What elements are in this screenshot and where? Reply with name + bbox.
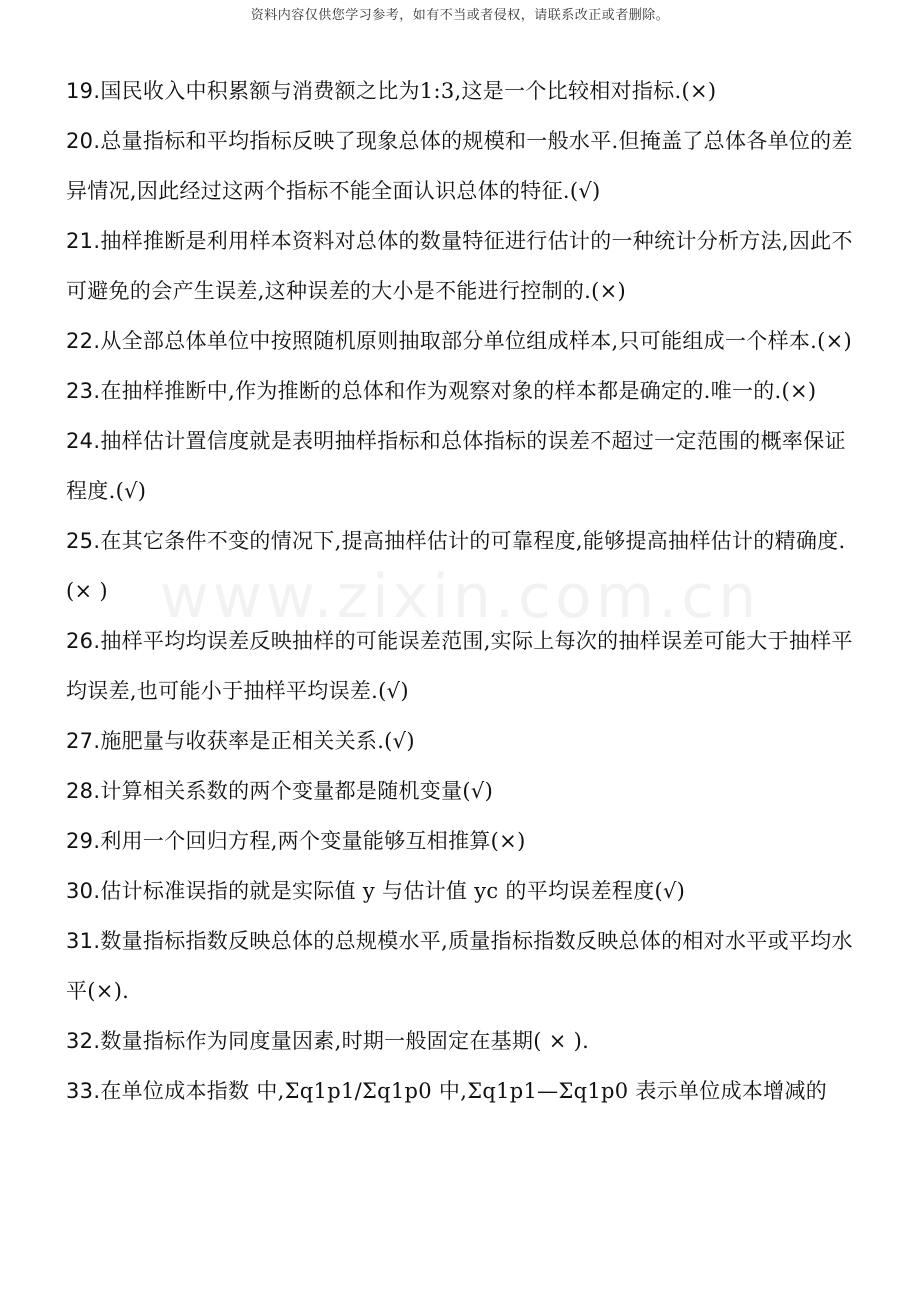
header-disclaimer: 资料内容仅供您学习参考，如有不当或者侵权，请联系改正或者删除。 <box>250 8 670 23</box>
list-item <box>66 416 856 516</box>
item-number: 21. <box>66 229 101 253</box>
list-item <box>66 366 856 416</box>
item-text: 在单位成本指数 中,Σq1p1/Σq1p0 中,Σq1p1—Σq1p0 表示单位成本增减的 <box>100 1079 828 1103</box>
list-item <box>66 216 856 316</box>
item-text: 抽样平均均误差反映抽样的可能误差范围,实际上每次的抽样误差可能大于抽样平均误差,也可能小于抽样平均误差.(√) <box>66 629 853 703</box>
list-item <box>66 66 856 116</box>
item-text: 抽样估计置信度就是表明抽样指标和总体指标的误差不超过一定范围的概率保证程度.(√) <box>66 429 846 503</box>
list-item <box>66 916 856 1016</box>
item-number: 31. <box>66 929 101 953</box>
list-item <box>66 516 856 616</box>
item-text: 在其它条件不变的情况下,提高抽样估计的可靠程度,能够提高抽样估计的精确度.(× ) <box>66 529 846 603</box>
item-text: 总量指标和平均指标反映了现象总体的规模和一般水平.但掩盖了总体各单位的差异情况,因此经过这两个指标不能全面认识总体的特征.(√) <box>66 129 853 203</box>
item-number: 23. <box>66 379 101 403</box>
list-item <box>66 816 856 866</box>
list-item <box>66 1066 856 1116</box>
watermark: www.zixin.com.cn <box>159 562 761 632</box>
item-text: 数量指标作为同度量因素,时期一般固定在基期( × ). <box>100 1029 590 1053</box>
item-text: 估计标准误指的就是实际值 y 与估计值 yc 的平均误差程度(√) <box>100 879 686 903</box>
item-number: 30. <box>66 879 101 903</box>
item-number: 22. <box>66 329 101 353</box>
question-list <box>66 66 856 1116</box>
item-text: 在抽样推断中,作为推断的总体和作为观察对象的样本都是确定的.唯一的.(×) <box>100 379 817 403</box>
item-text: 抽样推断是利用样本资料对总体的数量特征进行估计的一种统计分析方法,因此不可避免的会产生误差,这种误差的大小是不能进行控制的.(×) <box>66 229 853 303</box>
list-item <box>66 1016 856 1066</box>
item-text: 计算相关系数的两个变量都是随机变量(√) <box>100 779 494 803</box>
item-number: 29. <box>66 829 101 853</box>
item-number: 25. <box>66 529 101 553</box>
list-item <box>66 616 856 716</box>
list-item <box>66 866 856 916</box>
item-text: 数量指标指数反映总体的总规模水平,质量指标指数反映总体的相对水平或平均水平(×). <box>66 929 853 1003</box>
list-item <box>66 716 856 766</box>
item-text: 利用一个回归方程,两个变量能够互相推算(×) <box>100 829 526 853</box>
item-number: 28. <box>66 779 101 803</box>
item-text: 国民收入中积累额与消费额之比为1:3,这是一个比较相对指标.(×) <box>100 79 717 103</box>
list-item <box>66 116 856 216</box>
item-text: 从全部总体单位中按照随机原则抽取部分单位组成样本,只可能组成一个样本.(×) <box>100 329 853 353</box>
item-number: 24. <box>66 429 101 453</box>
item-number: 19. <box>66 79 101 103</box>
item-number: 27. <box>66 729 101 753</box>
list-item <box>66 766 856 816</box>
item-number: 33. <box>66 1079 101 1103</box>
item-number: 32. <box>66 1029 101 1053</box>
item-number: 26. <box>66 629 101 653</box>
item-text: 施肥量与收获率是正相关关系.(√) <box>100 729 415 753</box>
list-item <box>66 316 856 366</box>
item-number: 20. <box>66 129 101 153</box>
